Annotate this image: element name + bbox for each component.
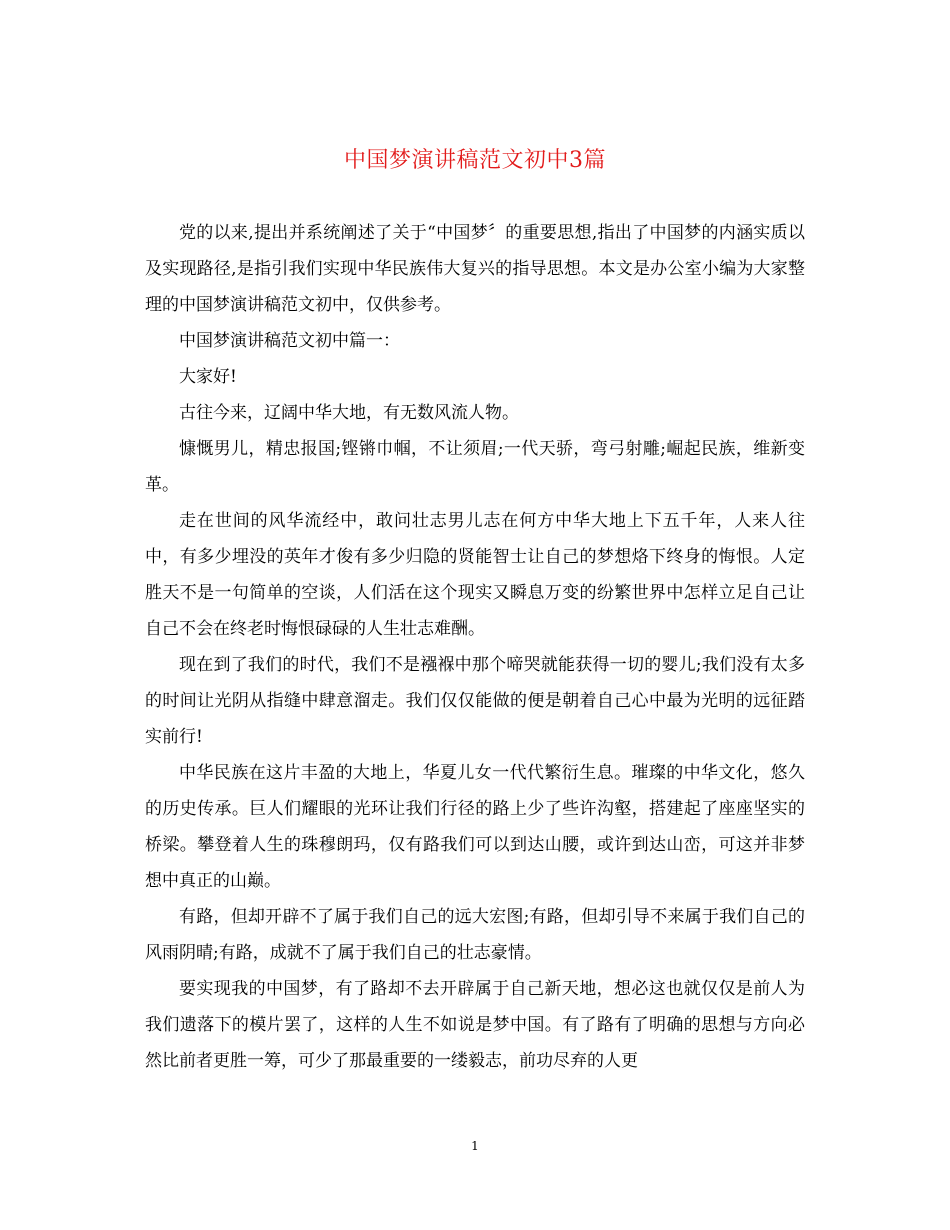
paragraph: 古往今来，辽阔中华大地，有无数风流人物。	[179, 403, 519, 423]
paragraph: 慷慨男儿，精忠报国;铿锵巾帼，不让须眉;一代天骄，弯弓射雕;崛起民族，维新变革。	[145, 439, 805, 495]
paragraph: 有路，但却开辟不了属于我们自己的远大宏图;有路，但却引导不来属于我们自己的风雨阴晴;有路，成就不了属于我们自己的壮志豪情。	[145, 907, 805, 963]
paragraph-greeting: 大家好!	[179, 367, 237, 387]
paragraph-section-heading: 中国梦演讲稿范文初中篇一：	[179, 331, 400, 351]
document-title: 中国梦演讲稿范文初中3篇	[344, 148, 606, 173]
paragraph: 走在世间的风华流经中，敢问壮志男儿志在何方中华大地上下五千年，人来人往中，有多少埋没的英年才俊有多少归隐的贤能智士让自己的梦想烙下终身的悔恨。人定胜天不是一句简单的空谈，人们活在这个现实又瞬息万变的纷繁世界中怎样立足自己让自己不会在终老时悔恨碌碌的人生壮志难酬。	[145, 511, 805, 639]
paragraph-intro: 党的以来,提出并系统阐述了关于“中国梦〞的重要思想,指出了中国梦的内涵实质以及实现路径,是指引我们实现中华民族伟大复兴的指导思想。本文是办公室小编为大家整理的中国梦演讲稿范文初中，仅供参考。	[145, 223, 805, 315]
paragraph: 中华民族在这片丰盈的大地上，华夏儿女一代代繁衍生息。璀璨的中华文化，悠久的历史传承。巨人们耀眼的光环让我们行径的路上少了些许沟壑，搭建起了座座坚实的桥梁。攀登着人生的珠穆朗玛，仅有路我们可以到达山腰，或许到达山峦，可这并非梦想中真正的山巅。	[145, 763, 805, 891]
page-number: 1	[471, 1139, 479, 1153]
paragraph: 要实现我的中国梦，有了路却不去开辟属于自己新天地，想必这也就仅仅是前人为我们遗落下的模片罢了，这样的人生不如说是梦中国。有了路有了明确的思想与方向必然比前者更胜一筹，可少了那最重要的一缕毅志，前功尽弃的人更	[145, 979, 805, 1071]
document-body	[145, 215, 805, 1079]
paragraph: 现在到了我们的时代，我们不是襁褓中那个啼哭就能获得一切的婴儿;我们没有太多的时间让光阴从指缝中肆意溜走。我们仅仅能做的便是朝着自己心中最为光明的远征踏实前行!	[145, 655, 805, 747]
